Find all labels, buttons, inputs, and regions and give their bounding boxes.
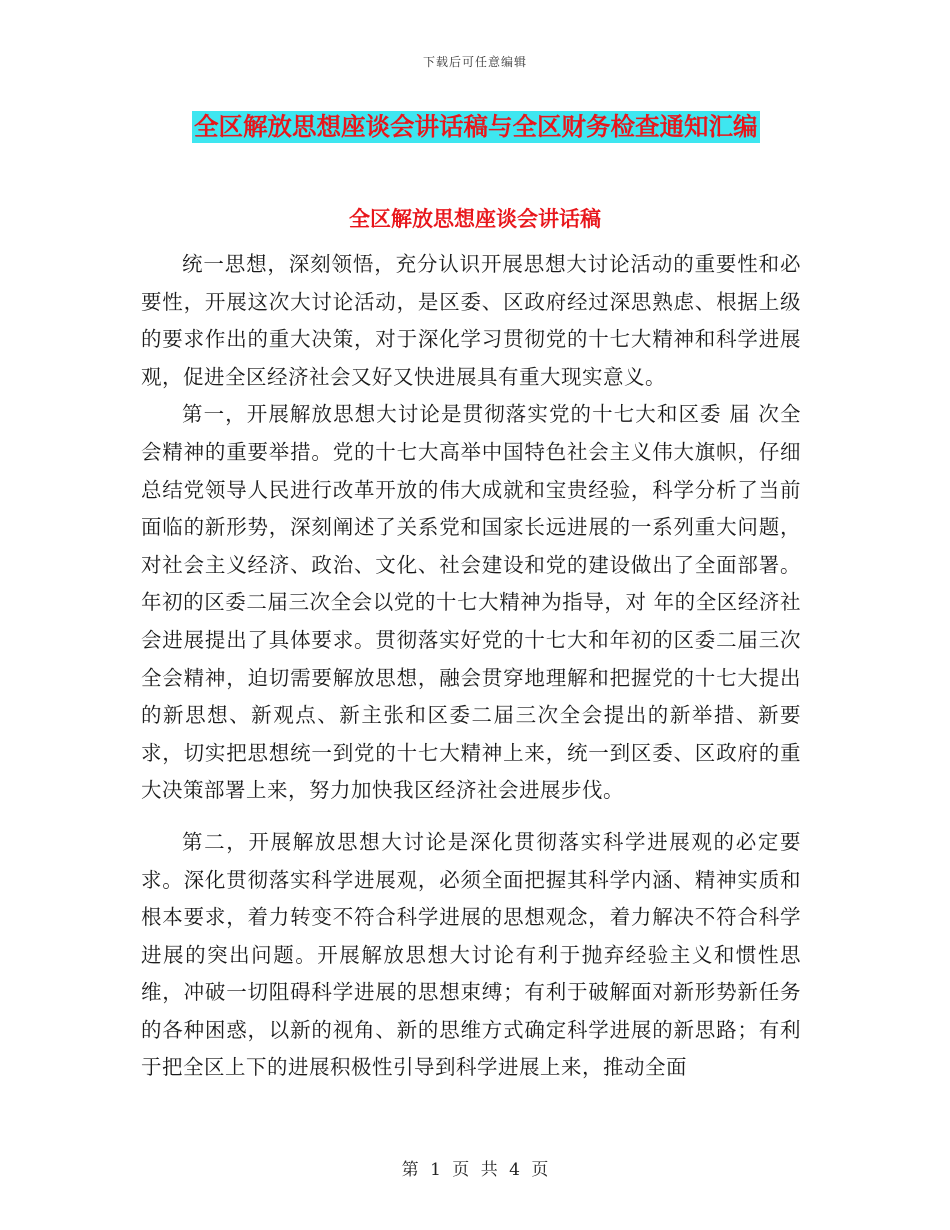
paragraph-first-point: 第一，开展解放思想大讨论是贯彻落实党的十七大和区委 届 次全会精神的重要举措。党的十七大高举中国特色社会主义伟大旗帜，仔细总结党领导人民进行改革开放的伟大成就和宝贵经验，科学分析了当前面临的新形势，深刻阐述了关系党和国家长远进展的一系列重大问题，对社会主义经济、政治、文化、社会建设和党的建设做出了全面部署。年初的区委二届三次全会以党的十七大精神为指导，对 年的全区经济社会进展提出了具体要求。贯彻落实好党的十七大和年初的区委二届三次全会精神，迫切需要解放思想，融会贯穿地理解和把握党的十七大提出的新思想、新观点、新主张和区委二届三次全会提出的新举措、新要求，切实把思想统一到党的十七大精神上来，统一到区委、区政府的重大决策部署上来，努力加快我区经济社会进展步伐。 (141, 402, 801, 803)
paragraph-second-point: 第二，开展解放思想大讨论是深化贯彻落实科学进展观的必定要求。深化贯彻落实科学进展观，必须全面把握其科学内涵、精神实质和根本要求，着力转变不符合科学进展的思想观念，着力解决不符合科学进展的突出问题。开展解放思想大讨论有利于抛弃经验主义和惯性思维，冲破一切阻碍科学进展的思想束缚；有利于破解面对新形势新任务的各种困惑，以新的视角、新的思维方式确定科学进展的新思路；有利于把全区上下的进展积极性引导到科学进展上来，推动全面 (141, 829, 801, 1080)
page-footer: 第 1 页 共 4 页 (401, 1160, 549, 1180)
document-body (141, 246, 801, 1087)
section-title: 全区解放思想座谈会讲话稿 (349, 207, 601, 231)
document-title: 全区解放思想座谈会讲话稿与全区财务检查通知汇编 (194, 112, 758, 141)
paragraph-intro: 统一思想，深刻领悟，充分认识开展思想大讨论活动的重要性和必要性，开展这次大讨论活动，是区委、区政府经过深思熟虑、根据上级的要求作出的重大决策，对于深化学习贯彻党的十七大精神和科学进展观，促进全区经济社会又好又快进展具有重大现实意义。 (141, 252, 801, 389)
page-header-note: 下载后可任意编辑 (422, 55, 527, 69)
